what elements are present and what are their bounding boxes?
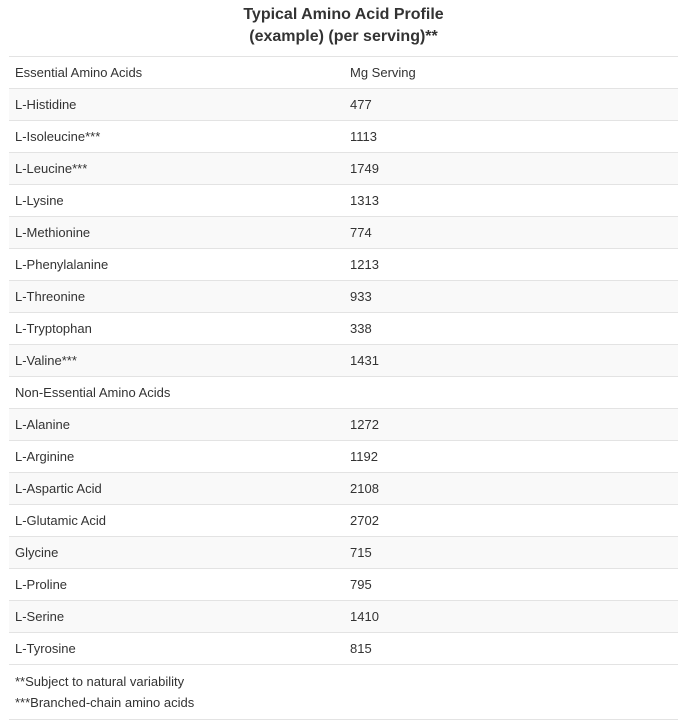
table-row [9, 185, 678, 217]
amino-acid-name: L-Threonine [9, 281, 345, 313]
table-row [9, 249, 678, 281]
mg-serving-value: 795 [345, 569, 678, 601]
mg-serving-value [345, 377, 678, 409]
footnotes [9, 665, 678, 720]
table-row [9, 537, 678, 569]
amino-acid-name: L-Proline [9, 569, 345, 601]
table-subtitle: (example) (per serving)** [249, 28, 438, 45]
mg-serving-value: 1272 [345, 409, 678, 441]
table-row [9, 57, 678, 89]
mg-serving-value: 1113 [345, 121, 678, 153]
table-row [9, 153, 678, 185]
amino-acid-name: L-Phenylalanine [9, 249, 345, 281]
amino-acid-name: L-Tyrosine [9, 633, 345, 665]
amino-acid-name: Glycine [9, 537, 345, 569]
amino-acid-name: L-Glutamic Acid [9, 505, 345, 537]
mg-serving-value: Mg Serving [345, 57, 678, 89]
table-row [9, 473, 678, 505]
mg-serving-value: 1213 [345, 249, 678, 281]
footnote-bcaa: ***Branched-chain amino acids [15, 695, 195, 710]
mg-serving-value: 933 [345, 281, 678, 313]
amino-acid-profile [9, 0, 678, 720]
mg-serving-value: 2108 [345, 473, 678, 505]
mg-serving-value: 2702 [345, 505, 678, 537]
amino-acid-name: L-Isoleucine*** [9, 121, 345, 153]
amino-acid-table [9, 57, 678, 665]
amino-acid-name: L-Histidine [9, 89, 345, 121]
table-row [9, 217, 678, 249]
table-row [9, 633, 678, 665]
table-row [9, 281, 678, 313]
mg-serving-value: 1431 [345, 345, 678, 377]
footnote-variability: **Subject to natural variability [15, 674, 185, 689]
amino-acid-name: Essential Amino Acids [9, 57, 345, 89]
table-row [9, 601, 678, 633]
mg-serving-value: 774 [345, 217, 678, 249]
mg-serving-value: 338 [345, 313, 678, 345]
table-row [9, 505, 678, 537]
mg-serving-value: 815 [345, 633, 678, 665]
amino-acid-name: L-Valine*** [9, 345, 345, 377]
amino-acid-name: L-Methionine [9, 217, 345, 249]
table-row [9, 121, 678, 153]
amino-acid-name: Non-Essential Amino Acids [9, 377, 345, 409]
table-row [9, 345, 678, 377]
table-row [9, 313, 678, 345]
mg-serving-value: 1192 [345, 441, 678, 473]
mg-serving-value: 1410 [345, 601, 678, 633]
mg-serving-value: 1749 [345, 153, 678, 185]
amino-acid-name: L-Serine [9, 601, 345, 633]
mg-serving-value: 477 [345, 89, 678, 121]
table-body [9, 57, 678, 665]
amino-acid-name: L-Tryptophan [9, 313, 345, 345]
mg-serving-value: 1313 [345, 185, 678, 217]
mg-serving-value: 715 [345, 537, 678, 569]
amino-acid-name: L-Aspartic Acid [9, 473, 345, 505]
amino-acid-name: L-Alanine [9, 409, 345, 441]
table-row [9, 409, 678, 441]
table-row [9, 441, 678, 473]
table-row [9, 89, 678, 121]
amino-acid-name: L-Lysine [9, 185, 345, 217]
table-caption [9, 0, 678, 57]
table-row [9, 569, 678, 601]
amino-acid-name: L-Arginine [9, 441, 345, 473]
amino-acid-name: L-Leucine*** [9, 153, 345, 185]
table-row [9, 377, 678, 409]
table-title: Typical Amino Acid Profile [243, 6, 444, 23]
